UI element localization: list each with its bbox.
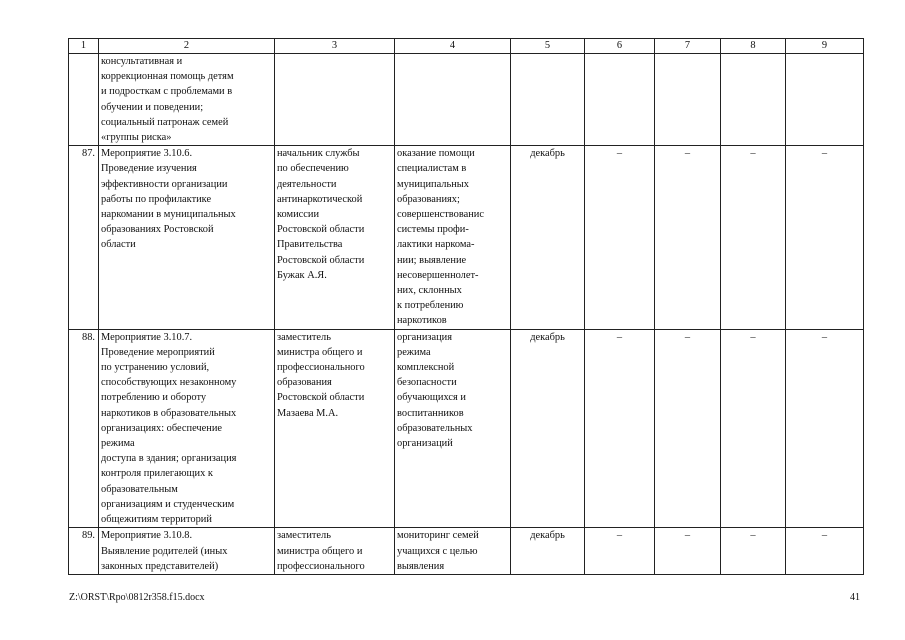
plan-table	[68, 38, 864, 575]
page-number: 41	[850, 592, 860, 603]
result-line: обучающихся и	[397, 392, 466, 404]
continuation-row	[69, 54, 864, 146]
responsible-line: Ростовской области	[277, 254, 365, 266]
cont-empty-cell	[786, 54, 864, 146]
result-cell	[395, 528, 511, 575]
cont-num-cell	[69, 54, 99, 146]
col-header-2: 2	[99, 39, 275, 54]
event-line: организациях: обеспечение	[101, 422, 222, 434]
dash-cell: –	[585, 146, 655, 329]
header-row	[69, 39, 864, 54]
cont-empty-cell	[511, 54, 585, 146]
cont-empty-cell	[275, 54, 395, 146]
responsible-cell	[275, 146, 395, 329]
dash-cell: –	[786, 146, 864, 329]
event-line: организациям и студенческим	[101, 498, 235, 510]
event-line: образованиях Ростовской	[101, 224, 214, 236]
dash-cell: –	[655, 146, 721, 329]
row-number: 89.	[69, 528, 99, 575]
cont-line: консультативная и	[101, 56, 183, 67]
event-line: Мероприятие 3.10.6.	[101, 148, 193, 160]
responsible-line: антинаркотической	[277, 193, 363, 205]
dash-cell: –	[655, 528, 721, 575]
cont-empty-cell	[585, 54, 655, 146]
responsible-line: профессионального	[277, 362, 365, 374]
event-cell	[99, 146, 275, 329]
responsible-cell	[275, 329, 395, 528]
row-number: 87.	[69, 146, 99, 329]
term-cell: декабрь	[511, 146, 585, 329]
dash-cell: –	[721, 329, 786, 528]
responsible-line: министра общего и	[277, 545, 363, 557]
col-header-1: 1	[69, 39, 99, 54]
result-line: специалистам в	[397, 163, 467, 175]
event-line: Мероприятие 3.10.8.	[101, 530, 193, 542]
result-line: них, склонных	[397, 285, 462, 297]
col-header-3: 3	[275, 39, 395, 54]
result-line: оказание помощи	[397, 148, 475, 160]
col-header-8: 8	[721, 39, 786, 54]
dash-cell: –	[786, 528, 864, 575]
dash-cell: –	[585, 329, 655, 528]
result-line: выявления	[397, 560, 445, 572]
event-line: способствующих незаконному	[101, 377, 237, 389]
cont-line: социальный патронаж семей	[101, 116, 229, 128]
dash-cell: –	[721, 528, 786, 575]
event-line: доступа в здания; организация	[101, 453, 237, 465]
result-line: безопасности	[397, 377, 457, 389]
responsible-line: министра общего и	[277, 346, 363, 358]
col-header-9: 9	[786, 39, 864, 54]
event-line: наркомании в муниципальных	[101, 209, 236, 221]
event-line: Проведение изучения	[101, 163, 197, 175]
event-cell	[99, 329, 275, 528]
result-line: организация	[397, 331, 453, 343]
result-line: образовательных	[397, 422, 473, 434]
responsible-line: Правительства	[277, 239, 343, 251]
result-line: учащихся с целью	[397, 545, 478, 557]
table-row	[69, 146, 864, 329]
result-line: нии; выявление	[397, 254, 467, 266]
event-cell	[99, 528, 275, 575]
cont-empty-cell	[721, 54, 786, 146]
cont-line: коррекционная помощь детям	[101, 71, 234, 83]
cont-line: обучении и поведении;	[101, 101, 204, 113]
responsible-line: заместитель	[277, 331, 331, 343]
result-line: системы профи-	[397, 224, 469, 236]
responsible-line: заместитель	[277, 530, 331, 542]
event-line: области	[101, 239, 136, 251]
event-line: Мероприятие 3.10.7.	[101, 331, 193, 343]
result-line: к потреблению	[397, 300, 464, 312]
event-line: работы по профилактике	[101, 193, 212, 205]
dash-cell: –	[585, 528, 655, 575]
event-line: законных представителей)	[101, 560, 219, 572]
responsible-line: образования	[277, 377, 332, 389]
table-row	[69, 528, 864, 575]
cont-empty-cell	[395, 54, 511, 146]
responsible-line: Ростовской области	[277, 224, 365, 236]
event-line: общежитиям территорий	[101, 514, 212, 526]
event-line: эффективности организации	[101, 178, 228, 190]
result-line: муниципальных	[397, 178, 469, 190]
responsible-line: Мазаева М.А.	[277, 407, 339, 419]
col-header-6: 6	[585, 39, 655, 54]
responsible-line: Ростовской области	[277, 392, 365, 404]
cont-line: и подросткам с проблемами в	[101, 86, 233, 98]
term-cell: декабрь	[511, 528, 585, 575]
responsible-line: комиссии	[277, 209, 319, 221]
cont-event-cell	[99, 54, 275, 146]
col-header-4: 4	[395, 39, 511, 54]
event-line: наркотиков в образовательных	[101, 407, 237, 419]
event-line: потреблению и обороту	[101, 392, 207, 404]
cont-line: «группы риска»	[101, 132, 172, 144]
event-line: образовательным	[101, 483, 178, 495]
result-line: комплексной	[397, 362, 455, 374]
footer-file-path: Z:\ORST\Rpo\0812r358.f15.docx	[69, 592, 205, 603]
result-cell	[395, 146, 511, 329]
result-line: образованиях;	[397, 193, 460, 205]
event-line: по устранению условий,	[101, 362, 210, 374]
result-line: лактики наркома-	[397, 239, 475, 251]
col-header-5: 5	[511, 39, 585, 54]
result-line: наркотиков	[397, 315, 447, 327]
responsible-line: по обеспечению	[277, 163, 349, 175]
responsible-line: начальник службы	[277, 148, 360, 160]
event-line: Проведение мероприятий	[101, 346, 215, 358]
responsible-line: деятельности	[277, 178, 337, 190]
responsible-line: профессионального	[277, 560, 365, 572]
dash-cell: –	[721, 146, 786, 329]
result-line: режима	[397, 346, 431, 358]
result-line: мониторинг семей	[397, 530, 479, 542]
dash-cell: –	[655, 329, 721, 528]
responsible-line: Бужак А.Я.	[277, 269, 327, 281]
result-cell	[395, 329, 511, 528]
row-number: 88.	[69, 329, 99, 528]
result-line: несовершеннолет-	[397, 269, 479, 281]
event-line: режима	[101, 438, 135, 450]
result-line: организаций	[397, 438, 453, 450]
result-line: воспитанников	[397, 407, 464, 419]
term-cell: декабрь	[511, 329, 585, 528]
responsible-cell	[275, 528, 395, 575]
event-line: контроля прилегающих к	[101, 468, 213, 480]
result-line: совершенствованис	[397, 209, 484, 221]
table-row	[69, 329, 864, 528]
col-header-7: 7	[655, 39, 721, 54]
cont-empty-cell	[655, 54, 721, 146]
event-line: Выявление родителей (иных	[101, 545, 228, 557]
dash-cell: –	[786, 329, 864, 528]
